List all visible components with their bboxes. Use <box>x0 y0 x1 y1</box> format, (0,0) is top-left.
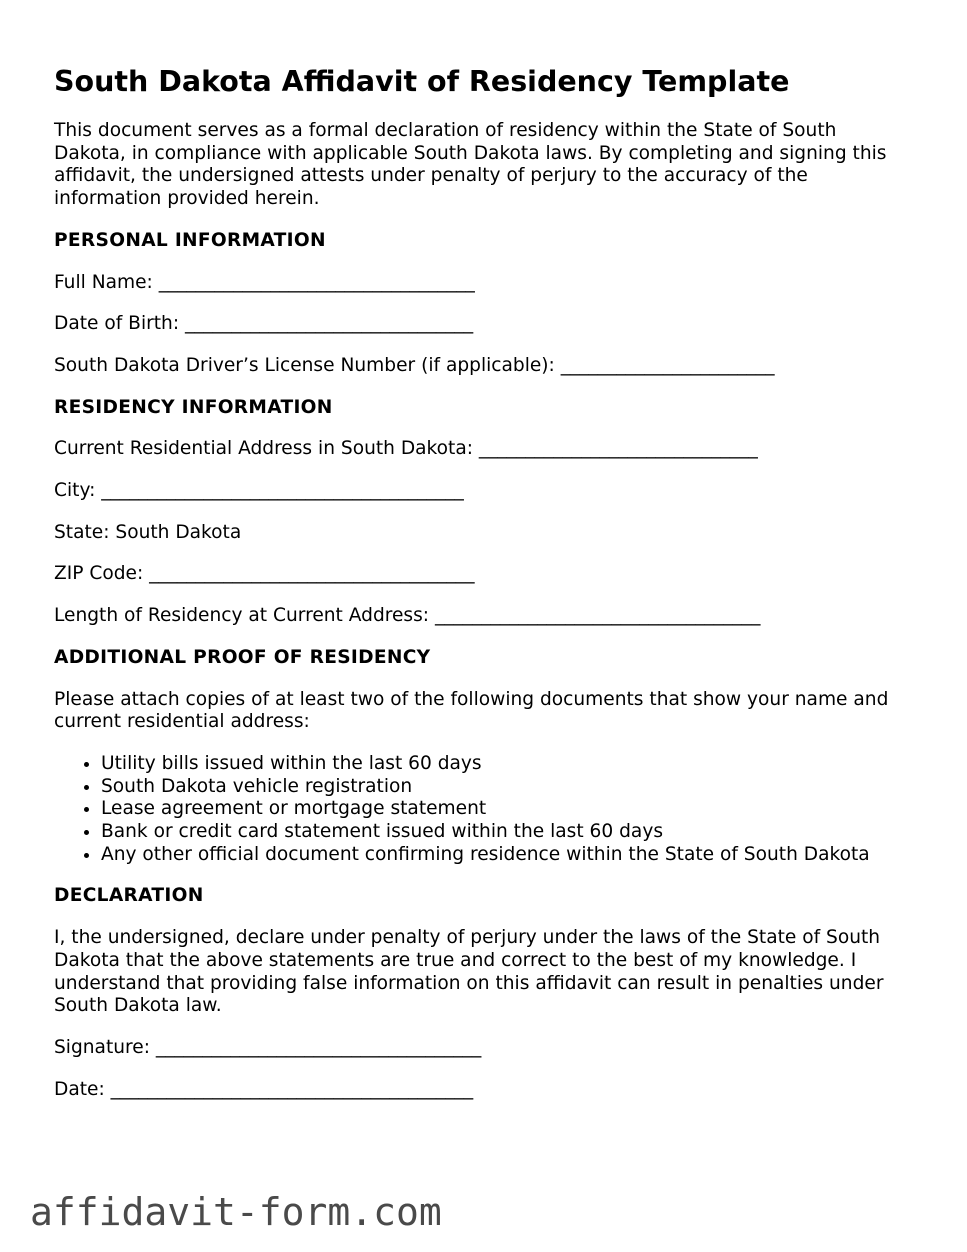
date-of-birth-field: Date of Birth: _______________________________ <box>54 313 474 335</box>
list-item: • Bank or credit card statement issued within the last 60 days <box>101 821 914 844</box>
address-field: Current Residential Address in South Dakota: ______________________________ <box>54 438 758 460</box>
proof-instructions: Please attach copies of at least two of the following documents that show your name and current residential address: <box>54 688 889 733</box>
state-field: State: South Dakota <box>54 521 242 543</box>
list-item: • Lease agreement or mortgage statement <box>101 798 914 821</box>
city-field: City: _______________________________________ <box>54 480 464 502</box>
drivers-license-field: South Dakota Driver’s License Number (if applicable): _______________________ <box>54 354 775 376</box>
watermark: affidavit-form.com <box>30 1190 442 1234</box>
signature-field: Signature: ___________________________________ <box>54 1036 482 1058</box>
document-page <box>54 62 914 1120</box>
zip-code-field: ZIP Code: ___________________________________ <box>54 563 475 585</box>
additional-proof-heading: ADDITIONAL PROOF OF RESIDENCY <box>54 646 431 668</box>
personal-information-heading: PERSONAL INFORMATION <box>54 229 326 251</box>
residency-information-heading: RESIDENCY INFORMATION <box>54 396 333 418</box>
list-item: • Any other official document confirming residence within the State of South Dakota <box>101 844 914 867</box>
list-item: • Utility bills issued within the last 60 days <box>101 753 914 776</box>
residency-length-field: Length of Residency at Current Address: ___________________________________ <box>54 605 761 627</box>
declaration-text: I, the undersigned, declare under penalty of perjury under the laws of the State of South Dakota that the above statements are true and correct to the best of my knowledge. I understand that providing false information on this affidavit can result in penalties under South Dakota law. <box>54 927 884 1017</box>
proof-document-list <box>54 753 914 867</box>
document-title: South Dakota Affidavit of Residency Template <box>54 65 790 98</box>
list-item: • South Dakota vehicle registration <box>101 776 914 799</box>
full-name-field: Full Name: __________________________________ <box>54 271 475 293</box>
date-field: Date: _______________________________________ <box>54 1078 474 1100</box>
declaration-heading: DECLARATION <box>54 885 204 907</box>
intro-paragraph: This document serves as a formal declaration of residency within the State of South Dakota, in compliance with applicable South Dakota laws. By completing and signing this affidavit, the undersigned attests under penalty of perjury to the accuracy of the information provided herein. <box>54 120 887 210</box>
